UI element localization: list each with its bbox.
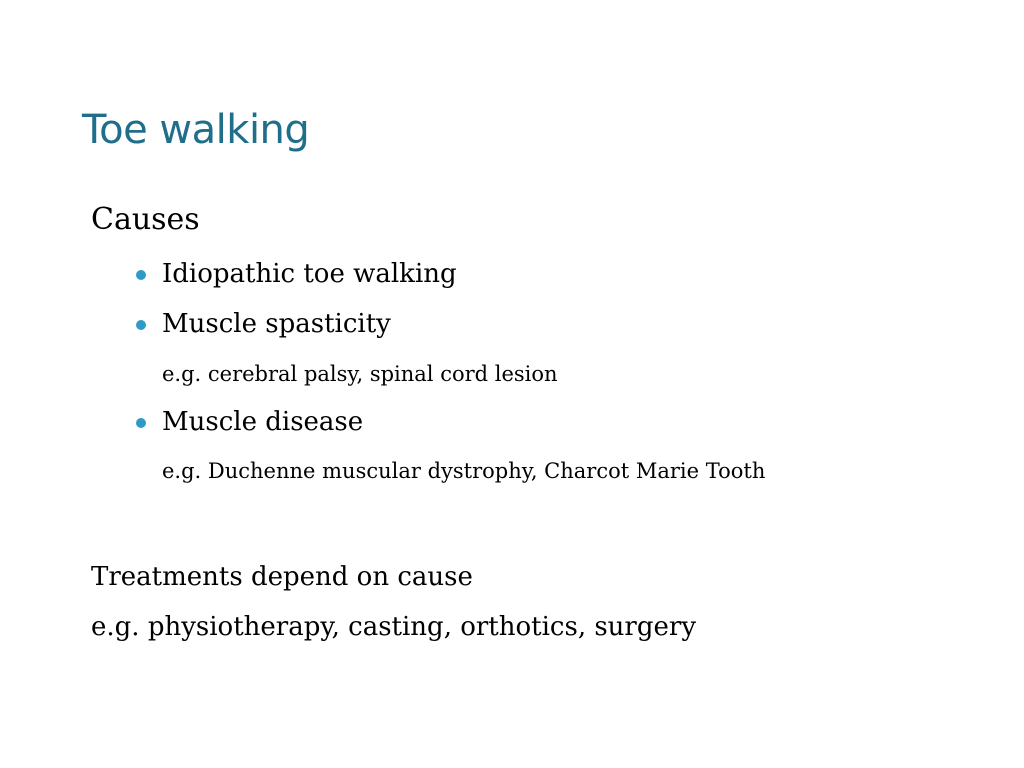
bullet-icon xyxy=(136,270,146,280)
cause-example-muscle-disease: e.g. Duchenne muscular dystrophy, Charcot Marie Tooth xyxy=(162,459,766,483)
treatments-line: Treatments depend on cause xyxy=(91,562,473,592)
slide-title: Toe walking xyxy=(82,107,310,153)
bullet-icon xyxy=(136,320,146,330)
bullet-icon xyxy=(136,418,146,428)
cause-item-muscle-disease: Muscle disease xyxy=(162,407,364,437)
cause-item-spasticity: Muscle spasticity xyxy=(162,309,391,339)
cause-item-idiopathic: Idiopathic toe walking xyxy=(162,259,457,289)
treatments-examples: e.g. physiotherapy, casting, orthotics, surgery xyxy=(91,612,697,642)
causes-heading: Causes xyxy=(91,202,200,237)
cause-example-spasticity: e.g. cerebral palsy, spinal cord lesion xyxy=(162,362,558,386)
